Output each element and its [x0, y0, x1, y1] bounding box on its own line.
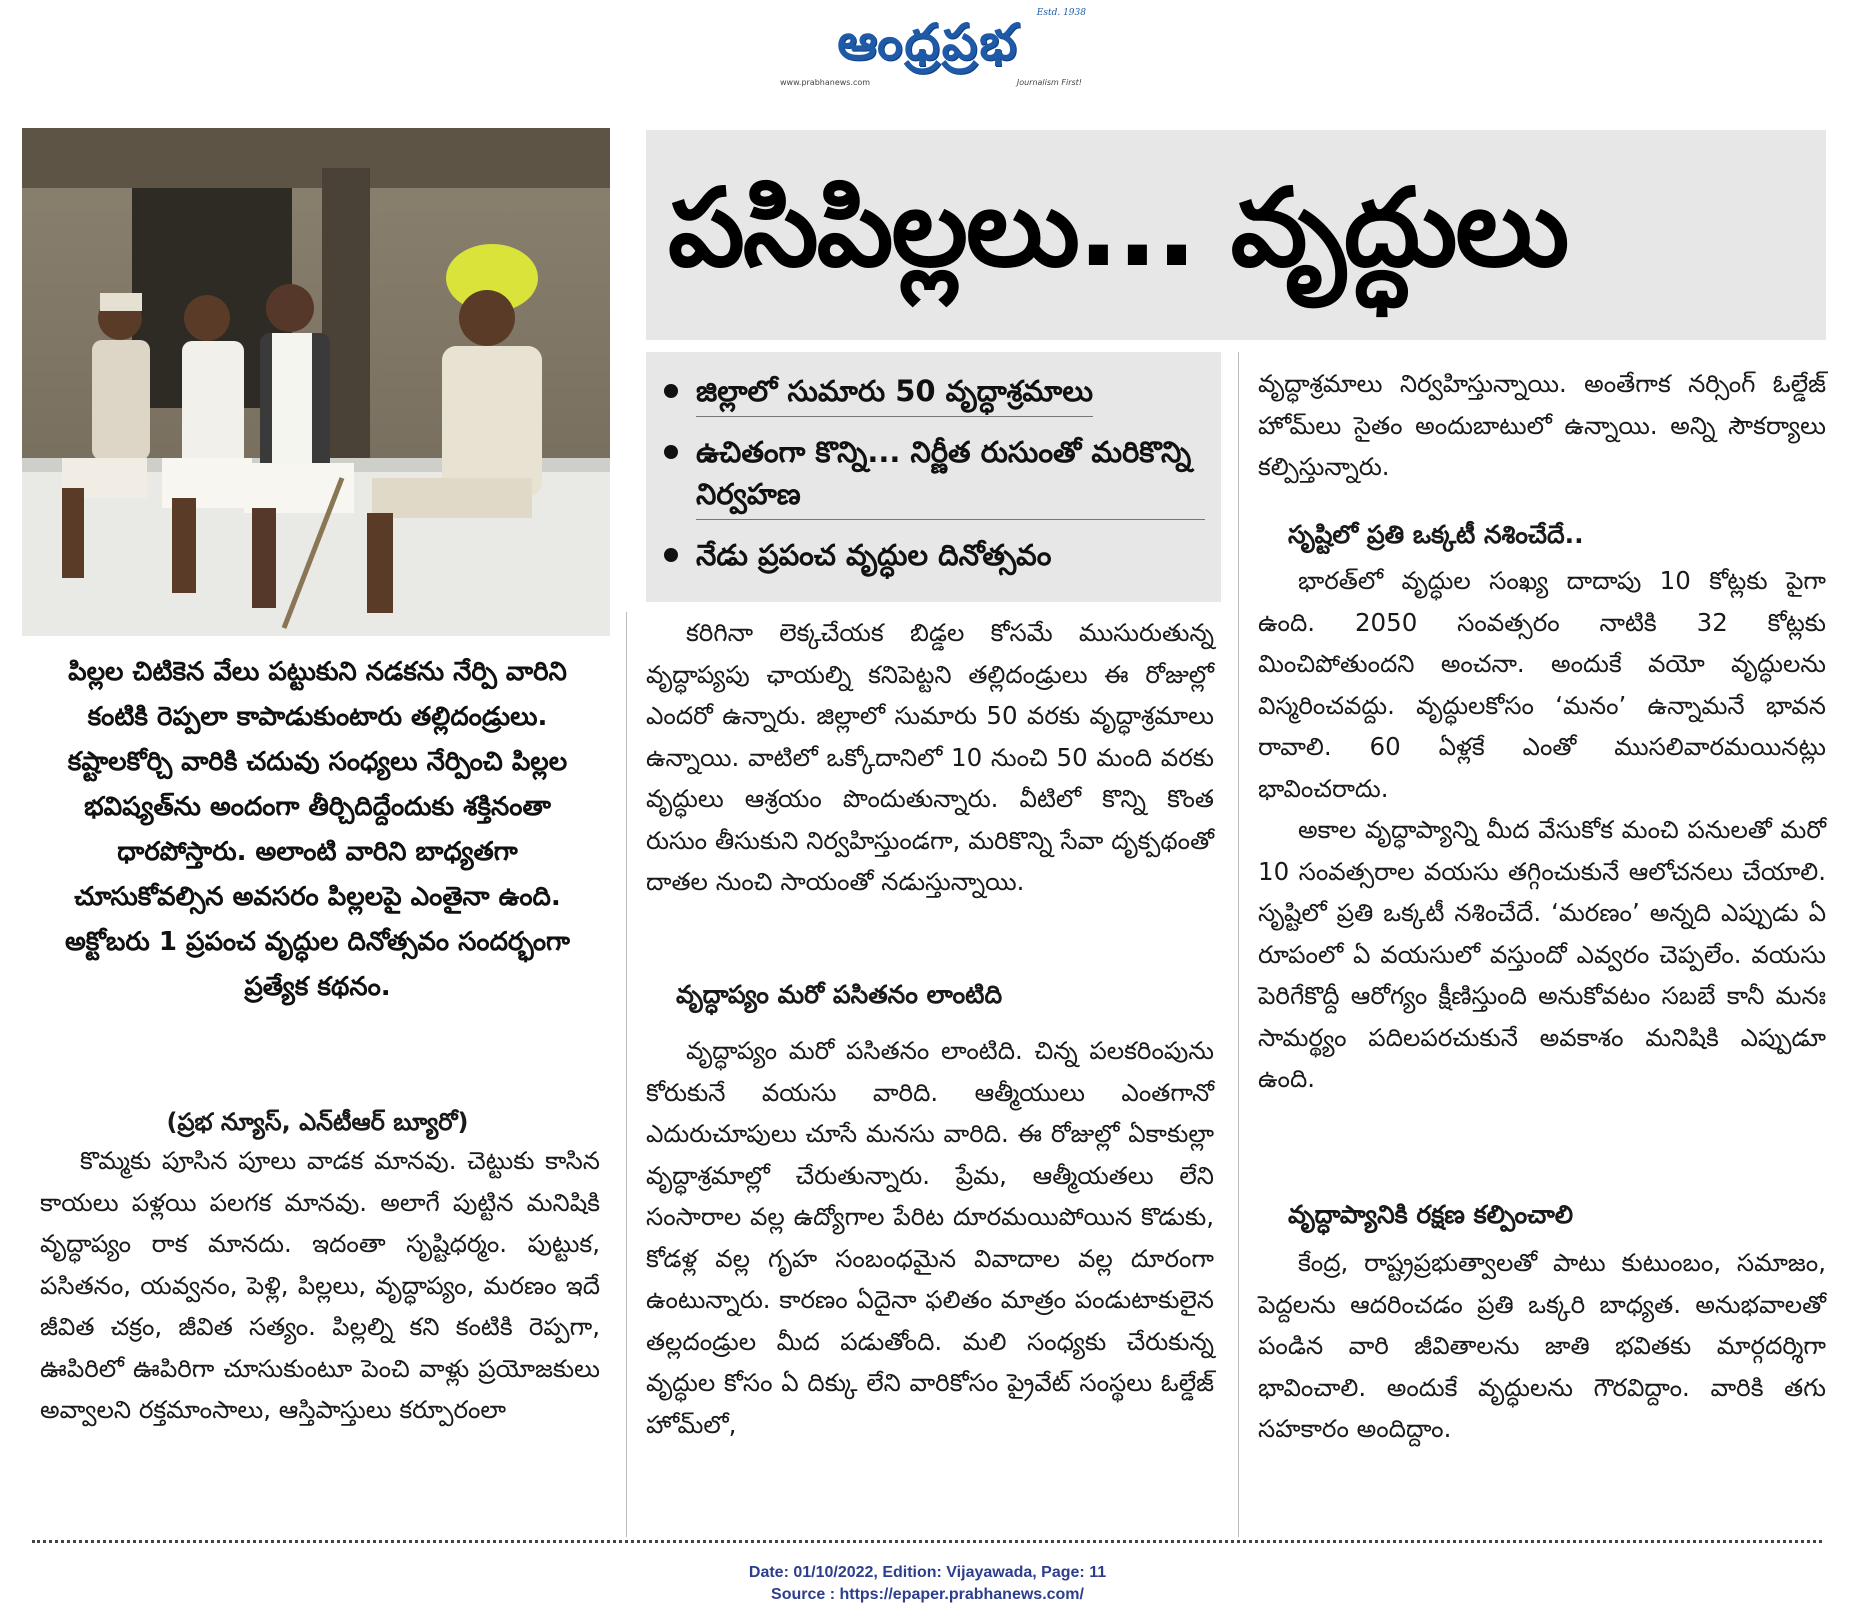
article-column-2-continued — [646, 1030, 1214, 1445]
bullet-dot-icon — [664, 384, 678, 398]
article-column-3 — [1258, 363, 1826, 488]
masthead-tagline: Journalism First! — [1016, 78, 1082, 87]
intro-paragraph: పిల్లల చిటికెన వేలు పట్టుకుని నడకను నేర్పి వారిని కంటికి రెప్పలా కాపాడుకుంటారు తల్లిదండ్రులు. కష్టాలకోర్చి వారికి చదువు సంధ్యలు నేర్పించి పిల్లల భవిష్యత్‌ను అందంగా తీర్చిదిద్దేందుకు శక్తినంతా ధారపోస్తారు. అలాంటి వారిని బాధ్యతగా చూసుకోవల్సిన అవసరం పిల్లలపై ఎంతైనా ఉంది. అక్టోబరు 1 ప్రపంచ వృద్ధుల దినోత్సవం సందర్భంగా ప్రత్యేక కథనం. — [64, 657, 570, 1002]
subheading: వృద్ధాప్యానికి రక్షణ కల్పించాలి — [1288, 1200, 1574, 1229]
bullet-dot-icon — [664, 445, 678, 459]
newspaper-logo: ఆంధ్రప్రభ — [837, 13, 1019, 71]
highlight-item — [664, 534, 1205, 580]
byline: (ప్రభ న్యూస్, ఎన్‌టీఆర్ బ్యూరో) — [166, 1108, 469, 1136]
column-divider — [626, 612, 627, 1537]
headline: పసిపిల్లలు... వృద్ధులు — [668, 166, 1568, 291]
highlight-text: నేడు ప్రపంచ వృద్ధుల దినోత్సవం — [696, 538, 1052, 572]
paragraph: కరిగినా లెక్కచేయక బిడ్డల కోసమే ముసురుతున్న వృద్ధాప్యపు ఛాయల్ని కనిపెట్టని తల్లిదండ్రులు ఈ రోజుల్లో ఎందరో ఉన్నారు. జిల్లాలో సుమారు 50 వరకు వృద్ధాశ్రమాలు ఉన్నాయి. వాటిలో ఒక్కోదానిలో 10 నుంచి 50 మంది వరకు వృద్ధులు ఆశ్రయం పొందుతున్నారు. వీటిలో కొన్ని కొంత రుసుం తీసుకుని నిర్వహిస్తుండగా, మరికొన్ని సేవా దృక్పథంతో దాతల నుంచి సాయంతో నడుస్తున్నాయి. — [646, 618, 1214, 896]
paragraph: వృద్ధాప్యం మరో పసితనం లాంటిది. చిన్న పలకరింపును కోరుకునే వయసు వారిది. ఆత్మీయులు ఎంతగానో ఎదురుచూపులు చూసే మనసు వారిది. ఈ రోజుల్లో ఏకాకుల్లా వృద్ధాశ్రమాల్లో చేరుతున్నారు. ప్రేమ, ఆత్మీయతలు లేని సంసారాల వల్ల ఉద్యోగాల పేరిట దూరమయిపోయిన కొడుకు, కోడళ్ల వల్ల గృహ సంబంధమైన వివాదాల వల్ల దూరంగా ఉంటున్నారు. కారణం ఏదైనా ఫలితం మాత్రం పండుటాకులైన తల్లదండ్రుల మీద పడుతోంది. మలి సంధ్యకు చేరుకున్న వృద్ధుల కోసం ఏ దిక్కు లేని వారికోసం ప్రైవేట్ సంస్థలు ఓల్డేజ్ హోమ్‌లో, — [646, 1036, 1214, 1439]
established-year: Estd. 1938 — [1036, 8, 1086, 18]
highlights-box — [646, 352, 1221, 602]
paragraph: వృద్ధాశ్రమాలు నిర్వహిస్తున్నాయి. అంతేగాక నర్సింగ్ ఓల్డేజ్ హోమ్‌లు సైతం అందుబాటులో ఉన్నాయి. అన్ని సౌకర్యాలు కల్పిస్తున్నారు. — [1258, 369, 1826, 481]
paragraph: కేంద్ర, రాష్ట్రప్రభుత్వాలతో పాటు కుటుంబం, సమాజం, పెద్దలను ఆదరించడం ప్రతి ఒక్కరి బాధ్యత. అనుభవాలతో పండిన వారి జీవితాలను జాతి భవితకు మార్గదర్శిగా భావించాలి. అందుకే వృద్ధులను గౌరవిద్దాం. వారికి తగు సహకారం అందిద్దాం. — [1258, 1248, 1826, 1443]
subheading: వృద్ధాప్యం మరో పసితనం లాంటిది — [676, 980, 1003, 1009]
article-column-2 — [646, 612, 1214, 903]
highlight-text: ఉచితంగా కొన్ని... నిర్ణీత రుసుంతో మరికొన్ని నిర్వహణ — [696, 431, 1205, 520]
highlight-item — [664, 431, 1205, 520]
edition-info: Date: 01/10/2022, Edition: Vijayawada, Page: 11 — [748, 1564, 1107, 1581]
article-column-1 — [40, 1140, 600, 1431]
footer — [0, 1562, 1855, 1606]
column-divider — [1238, 352, 1239, 1537]
paragraph: అకాల వృద్ధాప్యాన్ని మీద వేసుకోక మంచి పనులతో మరో 10 సంవత్సరాల వయసు తగ్గించుకునే ఆలోచనలు చేయాలి. సృష్టిలో ప్రతి ఒక్కటీ నశించేదే. ‘మరణం’ అన్నది ఎప్పుడు ఏ రూపంలో ఏ వయసులో వస్తుందో ఎవ్వరం చెప్పలేం. వయసు పెరిగేకొద్దీ ఆరోగ్యం క్షీణిస్తుంది అనుకోవటం సబబే కానీ మనః సామర్థ్యం పదిలపరచుకునే అవకాశం మనిషికి ఎప్పుడూ ఉంది. — [1258, 815, 1826, 1093]
bullet-dot-icon — [664, 548, 678, 562]
highlight-item — [664, 370, 1205, 417]
elderly-men-photo — [22, 128, 610, 636]
subheading: సృష్టిలో ప్రతి ఒక్కటీ నశించేదే.. — [1288, 520, 1584, 549]
headline-box — [646, 130, 1826, 340]
paragraph: కొమ్మకు పూసిన పూలు వాడక మానవు. చెట్టుకు కాసిన కాయలు పళ్లయి పలగక మానవు. అలాగే పుట్టిన మనిషికి వృద్ధాప్యం రాక మానదు. ఇదంతా సృష్టిధర్మం. పుట్టుక, పసితనం, యవ్వనం, పెళ్లి, పిల్లలు, వృద్ధాప్యం, మరణం ఇదే జీవిత చక్రం, జీవిత సత్యం. పిల్లల్ని కని కంటికి రెప్పగా, ఊపిరిలో ఊపిరిగా చూసుకుంటూ పెంచి వాళ్లు ప్రయోజకులు అవ్వాలని రక్తమాంసాలు, ఆస్తిపాస్తులు కర్పూరంలా — [40, 1146, 600, 1424]
article-column-3-section-2 — [1258, 560, 1826, 1100]
footer-divider — [32, 1540, 1822, 1543]
article-column-3-section-3 — [1258, 1242, 1826, 1450]
masthead-website: www.prabhanews.com — [780, 78, 871, 87]
masthead — [770, 8, 1090, 90]
paragraph: భారత్‌లో వృద్ధుల సంఖ్య దాదాపు 10 కోట్లకు పైగా ఉంది. 2050 సంవత్సరం నాటికి 32 కోట్లకు మించిపోతుందని అంచనా. అందుకే వయో వృద్ధులను విస్మరించవద్దు. వృద్ధులకోసం ‘మనం’ ఉన్నామనే భావన రావాలి. 60 ఏళ్లకే ఎంతో ముసలివారమయినట్లు భావించరాదు. — [1258, 566, 1827, 803]
source-link[interactable]: Source : https://epaper.prabhanews.com/ — [771, 1586, 1084, 1603]
highlight-text: జిల్లాలో సుమారు 50 వృద్ధాశ్రమాలు — [696, 370, 1093, 417]
